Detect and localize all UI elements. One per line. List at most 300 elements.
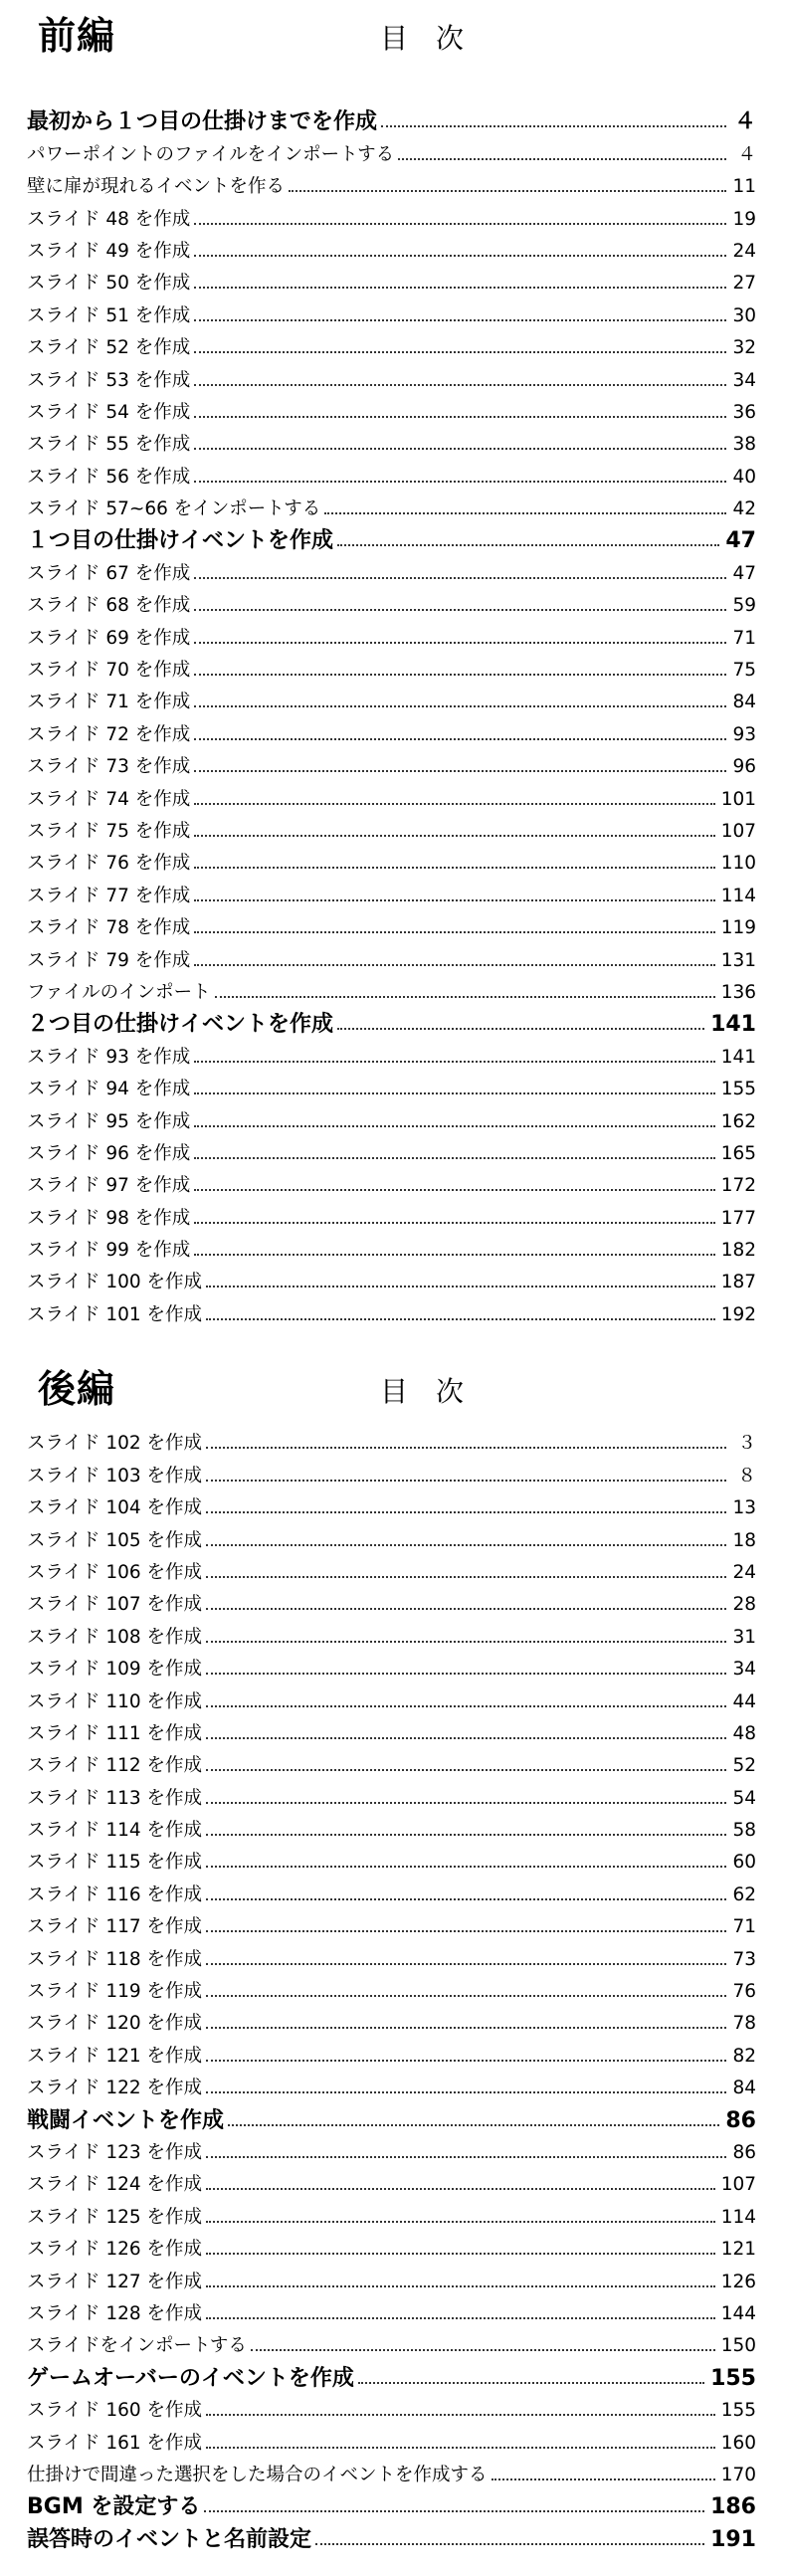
- toc-chapter-entry[interactable]: [27, 103, 756, 135]
- toc-entry-page: 114: [720, 885, 756, 906]
- toc-entry-page: 73: [732, 1948, 756, 1970]
- toc-entry-page: 71: [732, 1916, 756, 1938]
- toc-entry-page: 121: [720, 2239, 756, 2261]
- toc-entry-leader: [491, 2478, 715, 2480]
- toc-entry-leader: [206, 1544, 726, 1546]
- toc-entry-label: スライド 53 を作成: [27, 369, 191, 391]
- toc-entry-page: 144: [720, 2302, 756, 2324]
- toc-entry-label: スライド 124 を作成: [27, 2174, 203, 2196]
- toc-entry[interactable]: [27, 974, 756, 1006]
- toc-entry[interactable]: [27, 1876, 756, 1907]
- toc-entry[interactable]: [27, 2166, 756, 2198]
- toc-entry-label: スライドをインポートする: [27, 2335, 247, 2357]
- toc-entry[interactable]: [27, 1812, 756, 1844]
- toc-entry[interactable]: [27, 1779, 756, 1811]
- toc-entry-page: 187: [720, 1272, 756, 1293]
- toc-entry-label: １つ目の仕掛けイベントを作成: [27, 528, 334, 554]
- toc-entry-page: 32: [732, 337, 756, 359]
- toc-entry-label: スライド 69 を作成: [27, 627, 191, 649]
- toc-entry-leader: [194, 835, 714, 837]
- toc-entry[interactable]: [27, 877, 756, 908]
- toc-entry-leader: [206, 2027, 726, 2029]
- toc-entry[interactable]: [27, 1264, 756, 1295]
- toc-entry[interactable]: [27, 1683, 756, 1714]
- toc-entry-page: 24: [732, 240, 756, 262]
- toc-entry-page: 78: [732, 2013, 756, 2035]
- toc-entry[interactable]: [27, 619, 756, 651]
- toc-entry-page: ８: [737, 1465, 756, 1486]
- toc-entry-leader: [194, 1092, 714, 1094]
- toc-entry-leader: [204, 2510, 704, 2512]
- toc-entry[interactable]: [27, 458, 756, 490]
- toc-entry-label: スライド 105 を作成: [27, 1529, 203, 1551]
- toc-entry-page: 48: [732, 1722, 756, 1744]
- toc-entry-leader: [194, 674, 726, 676]
- part2-entry-list: [27, 1425, 756, 2553]
- toc-entry-leader: [206, 1447, 726, 1449]
- toc-entry-page: ４: [737, 143, 756, 165]
- part1-toc-label: 目次: [380, 22, 492, 55]
- toc-entry-page: 42: [732, 498, 756, 520]
- toc-entry-label: 最初から１つ目の仕掛けまでを作成: [27, 109, 378, 135]
- toc-entry-label: スライド 128 を作成: [27, 2302, 203, 2324]
- toc-entry-leader: [206, 1576, 726, 1578]
- toc-entry-label: スライド 117 を作成: [27, 1916, 203, 1938]
- toc-entry-label: 戦闘イベントを作成: [27, 2107, 225, 2133]
- toc-entry-leader: [206, 2091, 726, 2093]
- toc-entry-leader: [194, 1254, 714, 1256]
- toc-entry[interactable]: [27, 1586, 756, 1618]
- toc-entry-leader: [194, 931, 714, 933]
- toc-entry-label: スライド 54 を作成: [27, 401, 191, 423]
- toc-entry-leader: [324, 512, 726, 514]
- toc-entry[interactable]: [27, 554, 756, 586]
- toc-entry-leader: [194, 1189, 714, 1191]
- toc-entry-leader: [194, 287, 726, 289]
- toc-entry-label: スライド 118 を作成: [27, 1948, 203, 1970]
- toc-entry-label: スライド 125 を作成: [27, 2206, 203, 2228]
- toc-entry-label: パワーポイントのファイルをインポートする: [27, 143, 395, 165]
- toc-entry[interactable]: [27, 2295, 756, 2327]
- toc-entry-page: 75: [732, 660, 756, 682]
- toc-entry[interactable]: [27, 909, 756, 941]
- toc-entry-label: スライド 121 を作成: [27, 2045, 203, 2067]
- toc-entry-leader: [358, 2382, 704, 2384]
- toc-chapter-entry[interactable]: [27, 2488, 756, 2520]
- toc-entry-leader: [206, 1511, 726, 1513]
- toc-entry-page: 36: [732, 401, 756, 423]
- toc-entry-label: スライド 93 を作成: [27, 1046, 191, 1068]
- toc-entry-leader: [194, 1222, 714, 1224]
- toc-entry-leader: [215, 996, 715, 998]
- toc-entry-leader: [289, 190, 726, 192]
- toc-entry-page: ３: [737, 1433, 756, 1455]
- toc-entry[interactable]: [27, 2231, 756, 2263]
- toc-entry-page: 155: [720, 2400, 756, 2422]
- toc-entry-leader: [206, 2221, 715, 2223]
- toc-entry-leader: [206, 2447, 715, 2449]
- toc-entry-leader: [194, 319, 726, 321]
- toc-entry-page: 47: [732, 562, 756, 584]
- toc-entry-leader: [194, 1157, 714, 1159]
- toc-entry-page: 54: [732, 1787, 756, 1809]
- toc-entry-leader: [206, 1480, 726, 1482]
- toc-entry-label: スライド 99 を作成: [27, 1240, 191, 1262]
- toc-entry-leader: [206, 1673, 726, 1675]
- toc-entry-label: 誤答時のイベントと名前設定: [27, 2526, 312, 2552]
- toc-entry-page: 150: [720, 2335, 756, 2357]
- toc-entry-label: スライド 115 を作成: [27, 1852, 203, 1874]
- toc-entry-leader: [206, 1737, 726, 1739]
- toc-entry[interactable]: [27, 1618, 756, 1650]
- toc-entry-label: スライド 127 を作成: [27, 2271, 203, 2292]
- toc-entry-page: 13: [732, 1497, 756, 1519]
- toc-entry-leader: [206, 1769, 726, 1771]
- toc-entry[interactable]: [27, 1521, 756, 1553]
- toc-entry-page: 38: [732, 434, 756, 456]
- toc-entry-leader: [206, 2060, 726, 2062]
- toc-entry-page: 11: [732, 176, 756, 198]
- toc-entry-leader: [206, 1995, 726, 1997]
- toc-entry[interactable]: [27, 1038, 756, 1070]
- toc-entry-label: スライド 68 を作成: [27, 595, 191, 617]
- toc-entry-label: スライド 123 を作成: [27, 2141, 203, 2163]
- toc-entry-label: スライド 95 を作成: [27, 1110, 191, 1132]
- toc-entry-label: 壁に扉が現れるイベントを作る: [27, 176, 286, 198]
- toc-entry-label: スライド 116 を作成: [27, 1883, 203, 1905]
- toc-entry-leader: [206, 2414, 715, 2416]
- toc-entry-label: スライド 49 を作成: [27, 240, 191, 262]
- toc-entry[interactable]: [27, 233, 756, 265]
- toc-entry[interactable]: [27, 491, 756, 522]
- toc-entry-page: 107: [720, 820, 756, 842]
- toc-entry[interactable]: [27, 1232, 756, 1264]
- toc-entry[interactable]: [27, 1071, 756, 1102]
- toc-entry-label: スライド 55 を作成: [27, 434, 191, 456]
- toc-entry-leader: [206, 1318, 715, 1320]
- toc-entry-page: 165: [720, 1142, 756, 1164]
- toc-entry-leader: [194, 1125, 714, 1127]
- toc-entry-page: 84: [732, 692, 756, 713]
- toc-entry-page: 192: [720, 1303, 756, 1325]
- toc-entry-page: 170: [720, 2464, 756, 2485]
- toc-entry-leader: [194, 384, 726, 386]
- toc-entry-page: 177: [720, 1207, 756, 1229]
- toc-entry-label: スライド 67 を作成: [27, 562, 191, 584]
- toc-entry[interactable]: [27, 297, 756, 328]
- toc-entry[interactable]: [27, 361, 756, 393]
- toc-entry[interactable]: [27, 1651, 756, 1683]
- toc-entry-page: 34: [732, 369, 756, 391]
- toc-entry-page: 31: [732, 1626, 756, 1648]
- toc-entry-label: スライド 94 を作成: [27, 1079, 191, 1100]
- toc-entry-leader: [194, 899, 714, 901]
- toc-entry[interactable]: [27, 1135, 756, 1167]
- toc-entry[interactable]: [27, 715, 756, 747]
- toc-entry[interactable]: [27, 1457, 756, 1488]
- toc-entry-page: 114: [720, 2206, 756, 2228]
- toc-entry-label: スライド 161 を作成: [27, 2432, 203, 2454]
- part2-title: 後編: [38, 1367, 116, 1411]
- toc-entry-label: スライド 96 を作成: [27, 1142, 191, 1164]
- toc-chapter-entry[interactable]: [27, 2101, 756, 2133]
- toc-part2: [0, 1353, 786, 2552]
- toc-entry[interactable]: [27, 780, 756, 812]
- toc-entry-leader: [194, 642, 726, 644]
- toc-entry-page: 86: [732, 2141, 756, 2163]
- toc-entry-page: 44: [732, 1690, 756, 1712]
- toc-entry-leader: [206, 2317, 715, 2319]
- toc-entry[interactable]: [27, 652, 756, 684]
- toc-entry-page: 101: [720, 788, 756, 810]
- toc-entry-leader: [206, 1963, 726, 1965]
- toc-entry-label: スライド 97 を作成: [27, 1175, 191, 1197]
- toc-entry-page: 84: [732, 2078, 756, 2099]
- toc-entry-leader: [194, 1061, 714, 1063]
- toc-entry-leader: [206, 1834, 726, 1836]
- toc-entry-label: スライド 74 を作成: [27, 788, 191, 810]
- toc-entry-page: 52: [732, 1755, 756, 1777]
- toc-entry-page: 40: [732, 466, 756, 488]
- toc-entry-page: 59: [732, 595, 756, 617]
- toc-entry-leader: [381, 125, 726, 127]
- toc-entry[interactable]: [27, 1973, 756, 2005]
- toc-entry-leader: [194, 964, 714, 966]
- toc-entry-page: 18: [732, 1529, 756, 1551]
- toc-entry-label: スライド 77 を作成: [27, 885, 191, 906]
- toc-entry-label: スライド 120 を作成: [27, 2013, 203, 2035]
- toc-entry-label: スライド 73 を作成: [27, 756, 191, 778]
- toc-entry-label: スライド 50 を作成: [27, 273, 191, 295]
- toc-entry-leader: [194, 416, 726, 418]
- toc-entry-label: スライド 111 を作成: [27, 1722, 203, 1744]
- toc-entry-label: スライド 100 を作成: [27, 1272, 203, 1293]
- toc-entry-label: スライド 122 を作成: [27, 2078, 203, 2099]
- toc-entry-leader: [194, 867, 714, 869]
- toc-entry[interactable]: [27, 394, 756, 426]
- toc-entry[interactable]: [27, 135, 756, 167]
- toc-entry-page: 172: [720, 1175, 756, 1197]
- toc-entry[interactable]: [27, 1844, 756, 1876]
- toc-part1-header: [0, 0, 786, 58]
- toc-entry-page: 60: [732, 1852, 756, 1874]
- toc-entry-label: スライド 107 を作成: [27, 1594, 203, 1616]
- toc-chapter-entry[interactable]: [27, 2359, 756, 2391]
- toc-entry[interactable]: [27, 1199, 756, 1231]
- toc-entry-leader: [228, 2124, 719, 2126]
- toc-entry-leader: [206, 1641, 726, 1643]
- toc-entry[interactable]: [27, 2457, 756, 2488]
- toc-entry[interactable]: [27, 2070, 756, 2101]
- toc-entry[interactable]: [27, 1715, 756, 1747]
- toc-entry-page: 131: [720, 949, 756, 971]
- toc-entry-label: スライド 78 を作成: [27, 917, 191, 939]
- toc-entry-leader: [194, 448, 726, 450]
- toc-entry[interactable]: [27, 2134, 756, 2166]
- toc-entry-label: スライド 104 を作成: [27, 1497, 203, 1519]
- toc-entry[interactable]: [27, 2005, 756, 2037]
- toc-entry[interactable]: [27, 1167, 756, 1199]
- toc-entry-page: 82: [732, 2045, 756, 2067]
- toc-entry-page: 107: [720, 2174, 756, 2196]
- toc-entry-label: スライド 72 を作成: [27, 723, 191, 745]
- toc-entry[interactable]: [27, 2037, 756, 2069]
- toc-entry[interactable]: [27, 200, 756, 232]
- toc-entry-leader: [206, 1898, 726, 1900]
- toc-entry-leader: [194, 577, 726, 579]
- toc-entry-label: スライド 79 を作成: [27, 949, 191, 971]
- toc-entry-page: 155: [710, 2365, 756, 2391]
- toc-entry-label: スライド 108 を作成: [27, 1626, 203, 1648]
- toc-entry[interactable]: [27, 1747, 756, 1779]
- toc-entry-leader: [206, 2188, 715, 2190]
- toc-entry-leader: [194, 770, 726, 772]
- toc-entry-label: スライド 101 を作成: [27, 1303, 203, 1325]
- toc-entry-label: スライド 119 を作成: [27, 1981, 203, 2003]
- toc-entry-label: ファイルのインポート: [27, 981, 211, 1003]
- toc-entry-leader: [206, 1286, 715, 1288]
- toc-entry-leader: [206, 1705, 726, 1707]
- toc-entry-page: 76: [732, 1981, 756, 2003]
- toc-entry-label: スライド 103 を作成: [27, 1465, 203, 1486]
- toc-entry-page: 96: [732, 756, 756, 778]
- toc-entry[interactable]: [27, 2198, 756, 2230]
- toc-entry-label: スライド 52 を作成: [27, 337, 191, 359]
- toc-entry[interactable]: [27, 426, 756, 458]
- toc-entry-page: 34: [732, 1659, 756, 1681]
- toc-entry-page: 110: [720, 853, 756, 875]
- toc-entry-page: 62: [732, 1883, 756, 1905]
- toc-entry-leader: [194, 255, 726, 257]
- toc-entry-leader: [194, 705, 726, 707]
- toc-entry-leader: [337, 544, 719, 546]
- toc-entry-label: スライド 112 を作成: [27, 1755, 203, 1777]
- toc-entry-page: 119: [720, 917, 756, 939]
- toc-entry-page: 71: [732, 627, 756, 649]
- toc-part2-header: [0, 1353, 786, 1411]
- toc-entry-leader: [194, 351, 726, 353]
- toc-entry-leader: [398, 158, 726, 160]
- toc-entry[interactable]: [27, 168, 756, 200]
- toc-entry-page: 58: [732, 1820, 756, 1842]
- toc-entry-label: スライド 71 を作成: [27, 692, 191, 713]
- toc-entry[interactable]: [27, 845, 756, 877]
- toc-entry-label: スライド 113 を作成: [27, 1787, 203, 1809]
- toc-entry[interactable]: [27, 813, 756, 845]
- toc-entry-page: 182: [720, 1240, 756, 1262]
- toc-entry[interactable]: [27, 1295, 756, 1327]
- toc-entry[interactable]: [27, 941, 756, 973]
- toc-entry-label: スライド 57~66 をインポートする: [27, 498, 321, 520]
- toc-entry-page: 30: [732, 304, 756, 326]
- toc-entry-label: スライド 75 を作成: [27, 820, 191, 842]
- toc-entry-leader: [194, 738, 726, 740]
- toc-entry-label: 仕掛けで間違った選択をした場合のイベントを作成する: [27, 2464, 488, 2485]
- toc-entry-label: スライド 98 を作成: [27, 1207, 191, 1229]
- toc-entry-label: スライド 48 を作成: [27, 208, 191, 230]
- toc-chapter-entry[interactable]: [27, 522, 756, 554]
- toc-entry-page: 162: [720, 1110, 756, 1132]
- toc-entry-label: スライド 106 を作成: [27, 1561, 203, 1583]
- toc-entry-leader: [206, 1866, 726, 1868]
- toc-entry-page: 141: [710, 1012, 756, 1038]
- toc-entry-leader: [206, 1930, 726, 1932]
- toc-entry[interactable]: [27, 265, 756, 297]
- toc-entry-label: スライド 126 を作成: [27, 2239, 203, 2261]
- toc-entry-label: スライド 102 を作成: [27, 1433, 203, 1455]
- toc-entry-leader: [206, 2285, 715, 2287]
- toc-chapter-entry[interactable]: [27, 1006, 756, 1038]
- toc-entry[interactable]: [27, 587, 756, 619]
- toc-entry-leader: [194, 803, 714, 805]
- toc-entry-label: スライド 70 を作成: [27, 660, 191, 682]
- toc-entry-leader: [206, 2156, 726, 2158]
- toc-entry[interactable]: [27, 329, 756, 361]
- toc-entry-label: スライド 76 を作成: [27, 853, 191, 875]
- toc-entry-page: 93: [732, 723, 756, 745]
- toc-entry-label: スライド 51 を作成: [27, 304, 191, 326]
- toc-entry-page: 19: [732, 208, 756, 230]
- toc-entry-leader: [194, 223, 726, 225]
- toc-entry-leader: [206, 1608, 726, 1610]
- toc-entry-page: 186: [710, 2494, 756, 2520]
- toc-entry-label: スライド 114 を作成: [27, 1820, 203, 1842]
- toc-entry[interactable]: [27, 748, 756, 780]
- toc-entry-leader: [194, 609, 726, 611]
- toc-entry-page: 47: [725, 528, 756, 554]
- toc-entry[interactable]: [27, 684, 756, 715]
- toc-entry-page: 126: [720, 2271, 756, 2292]
- toc-entry[interactable]: [27, 1102, 756, 1134]
- toc-entry[interactable]: [27, 1940, 756, 1972]
- toc-entry[interactable]: [27, 2263, 756, 2294]
- toc-entry[interactable]: [27, 1908, 756, 1940]
- toc-entry-leader: [206, 1802, 726, 1804]
- toc-entry-label: BGM を設定する: [27, 2494, 201, 2520]
- toc-entry-label: ２つ目の仕掛けイベントを作成: [27, 1012, 334, 1038]
- toc-entry[interactable]: [27, 2327, 756, 2359]
- toc-entry-label: スライド 110 を作成: [27, 1690, 203, 1712]
- toc-entry-page: 24: [732, 1561, 756, 1583]
- part1-title: 前編: [38, 14, 116, 58]
- toc-entry-leader: [251, 2349, 715, 2351]
- toc-entry-label: スライド 160 を作成: [27, 2400, 203, 2422]
- toc-entry-page: 86: [725, 2107, 756, 2133]
- toc-entry[interactable]: [27, 2392, 756, 2424]
- toc-entry-leader: [337, 1028, 704, 1030]
- toc-entry-leader: [194, 481, 726, 483]
- part2-toc-label: 目次: [380, 1375, 492, 1408]
- toc-entry-page: 136: [720, 981, 756, 1003]
- toc-entry-page: 160: [720, 2432, 756, 2454]
- toc-entry[interactable]: [27, 1554, 756, 1586]
- toc-entry[interactable]: [27, 2424, 756, 2456]
- toc-entry-label: スライド 109 を作成: [27, 1659, 203, 1681]
- toc-entry-leader: [206, 2253, 715, 2255]
- toc-entry-page: 191: [710, 2526, 756, 2552]
- toc-entry-page: 28: [732, 1594, 756, 1616]
- toc-entry[interactable]: [27, 1489, 756, 1521]
- toc-entry-label: ゲームオーバーのイベントを作成: [27, 2365, 354, 2391]
- toc-entry-leader: [315, 2543, 704, 2545]
- toc-chapter-entry[interactable]: [27, 2520, 756, 2552]
- toc-entry-page: 27: [732, 273, 756, 295]
- toc-entry-label: スライド 56 を作成: [27, 466, 191, 488]
- toc-entry-page: 141: [720, 1046, 756, 1068]
- toc-entry-page: ４: [733, 109, 756, 135]
- toc-entry[interactable]: [27, 1425, 756, 1457]
- toc-entry-page: 155: [720, 1079, 756, 1100]
